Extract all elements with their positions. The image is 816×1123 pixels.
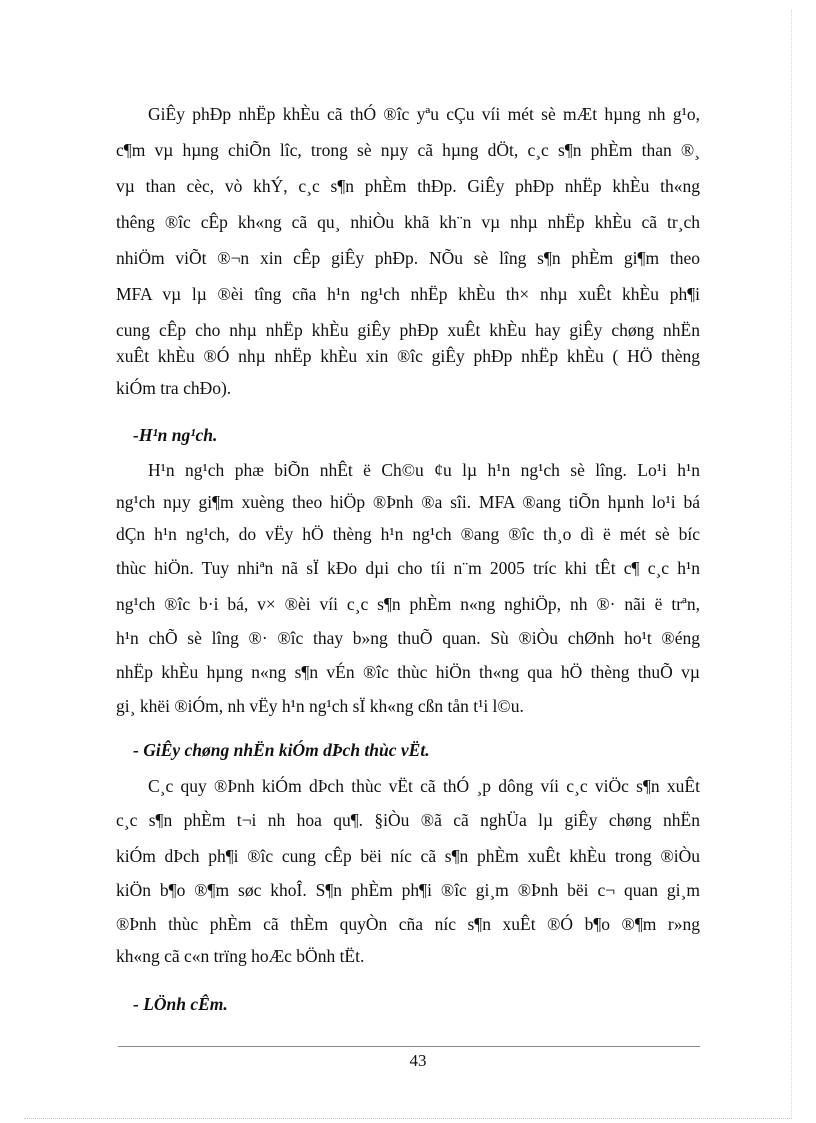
paragraph-2-line-7: nhËp khÈu hµng n«ng s¶n vÉn ®îc thùc hiÖn th«ng qua hÖ thèng thuÕ vµ xyxy=(116,662,700,682)
paragraph-3-line-6: kh«ng cã c«n trïng hoÆc bÖnh tËt. xyxy=(116,946,365,966)
section-heading-prohibition: - LÖnh cÊm. xyxy=(133,994,228,1014)
paragraph-1-line-5: nhiÖm viÕt ®¬n xin cÊp giÊy phÐp. NÕu sè lîng s¶n phÈm gi¶m theo xyxy=(116,248,700,268)
paragraph-3-line-2: c¸c s¶n phÈm t¬i nh hoa qu¶. §iÒu ®ã cã nghÜa lµ giÊy chøng nhËn xyxy=(116,810,700,830)
paragraph-1-line-1: GiÊy phÐp nhËp khÈu cã thÓ ®îc yªu cÇu víi mét sè mÆt hµng nh g¹o, xyxy=(148,104,700,124)
section-heading-phytosanitary-certificate: - GiÊy chøng nhËn kiÓm dÞch thùc vËt. xyxy=(133,740,430,760)
paragraph-1-line-3: vµ than cèc, vò khÝ, c¸c s¶n phÈm thÐp. GiÊy phÐp nhËp khÈu th«ng xyxy=(116,176,700,196)
paragraph-1-line-4: thêng ®îc cÊp kh«ng cã qu¸ nhiÒu khã kh¨n vµ nhµ nhËp khÈu cã tr¸ch xyxy=(116,212,700,232)
paragraph-1-line-8: xuÊt khÈu ®Ó nhµ nhËp khÈu xin ®îc giÊy phÐp nhËp khÈu ( HÖ thèng xyxy=(116,346,700,366)
paragraph-2-line-4: thùc hiÖn. Tuy nhiªn nã sÏ kÐo dµi cho tíi n¨m 2005 tríc khi tÊt c¶ c¸c h¹n xyxy=(116,558,700,578)
paragraph-3-line-3: kiÓm dÞch ph¶i ®îc cung cÊp bëi níc cã s¶n phÈm xuÊt khÈu trong ®iÒu xyxy=(116,846,700,866)
page-number: 43 xyxy=(409,1051,427,1070)
paragraph-1-line-9: kiÓm tra chÐo). xyxy=(116,378,232,398)
paragraph-2-line-6: h¹n chÕ sè lîng ®· ®îc thay b»ng thuÕ quan. Sù ®iÒu chØnh ho¹t ®éng xyxy=(116,628,700,648)
paragraph-2-line-1: H¹n ng¹ch phæ biÕn nhÊt ë Ch©u ¢u lµ h¹n ng¹ch sè lîng. Lo¹i h¹n xyxy=(148,460,700,480)
paragraph-1-line-6: MFA vµ lµ ®èi tîng cña h¹n ng¹ch nhËp khÈu th× nhµ xuÊt khÈu ph¶i xyxy=(116,284,700,304)
footer-divider xyxy=(118,1046,700,1047)
paragraph-2-line-5: ng¹ch ®îc b·i bá, v× ®èi víi c¸c s¶n phÈm n«ng nghiÖp, nh ®· nãi ë trªn, xyxy=(116,594,700,614)
section-heading-quota: -H¹n ng¹ch. xyxy=(133,425,218,445)
paragraph-2-line-3: dÇn h¹n ng¹ch, do vËy hÖ thèng h¹n ng¹ch ®ang ®îc th¸o dì ë mét sè bíc xyxy=(116,524,700,544)
page-bottom-dotted-border xyxy=(24,1118,792,1119)
paragraph-1-line-7: cung cÊp cho nhµ nhËp khÈu giÊy phÐp xuÊt khÈu hay giÊy chøng nhËn xyxy=(116,320,700,340)
paragraph-2-line-2: ng¹ch nµy gi¶m xuèng theo hiÖp ®Þnh ®a sîi. MFA ®ang tiÕn hµnh lo¹i bá xyxy=(116,492,700,512)
paragraph-3-line-4: kiÖn b¶o ®¶m søc khoÎ. S¶n phÈm ph¶i ®îc gi¸m ®Þnh bëi c¬ quan gi¸m xyxy=(116,880,700,900)
page-right-dotted-border xyxy=(791,10,792,1118)
paragraph-1-line-2: c¶m vµ hµng chiÕn lîc, trong sè nµy cã hµng dÖt, c¸c s¶n phÈm than ®¸ xyxy=(116,140,700,160)
paragraph-3-line-1: C¸c quy ®Þnh kiÓm dÞch thùc vËt cã thÓ ¸p dông víi c¸c viÖc s¶n xuÊt xyxy=(148,776,700,796)
paragraph-2-line-8: gi¸ khëi ®iÓm, nh vËy h¹n ng¹ch sÏ kh«ng cßn tån t¹i l©u. xyxy=(116,696,524,716)
paragraph-3-line-5: ®Þnh thùc phÈm cã thÈm quyÒn cña níc s¶n xuÊt ®Ó b¶o ®¶m r»ng xyxy=(116,914,700,934)
